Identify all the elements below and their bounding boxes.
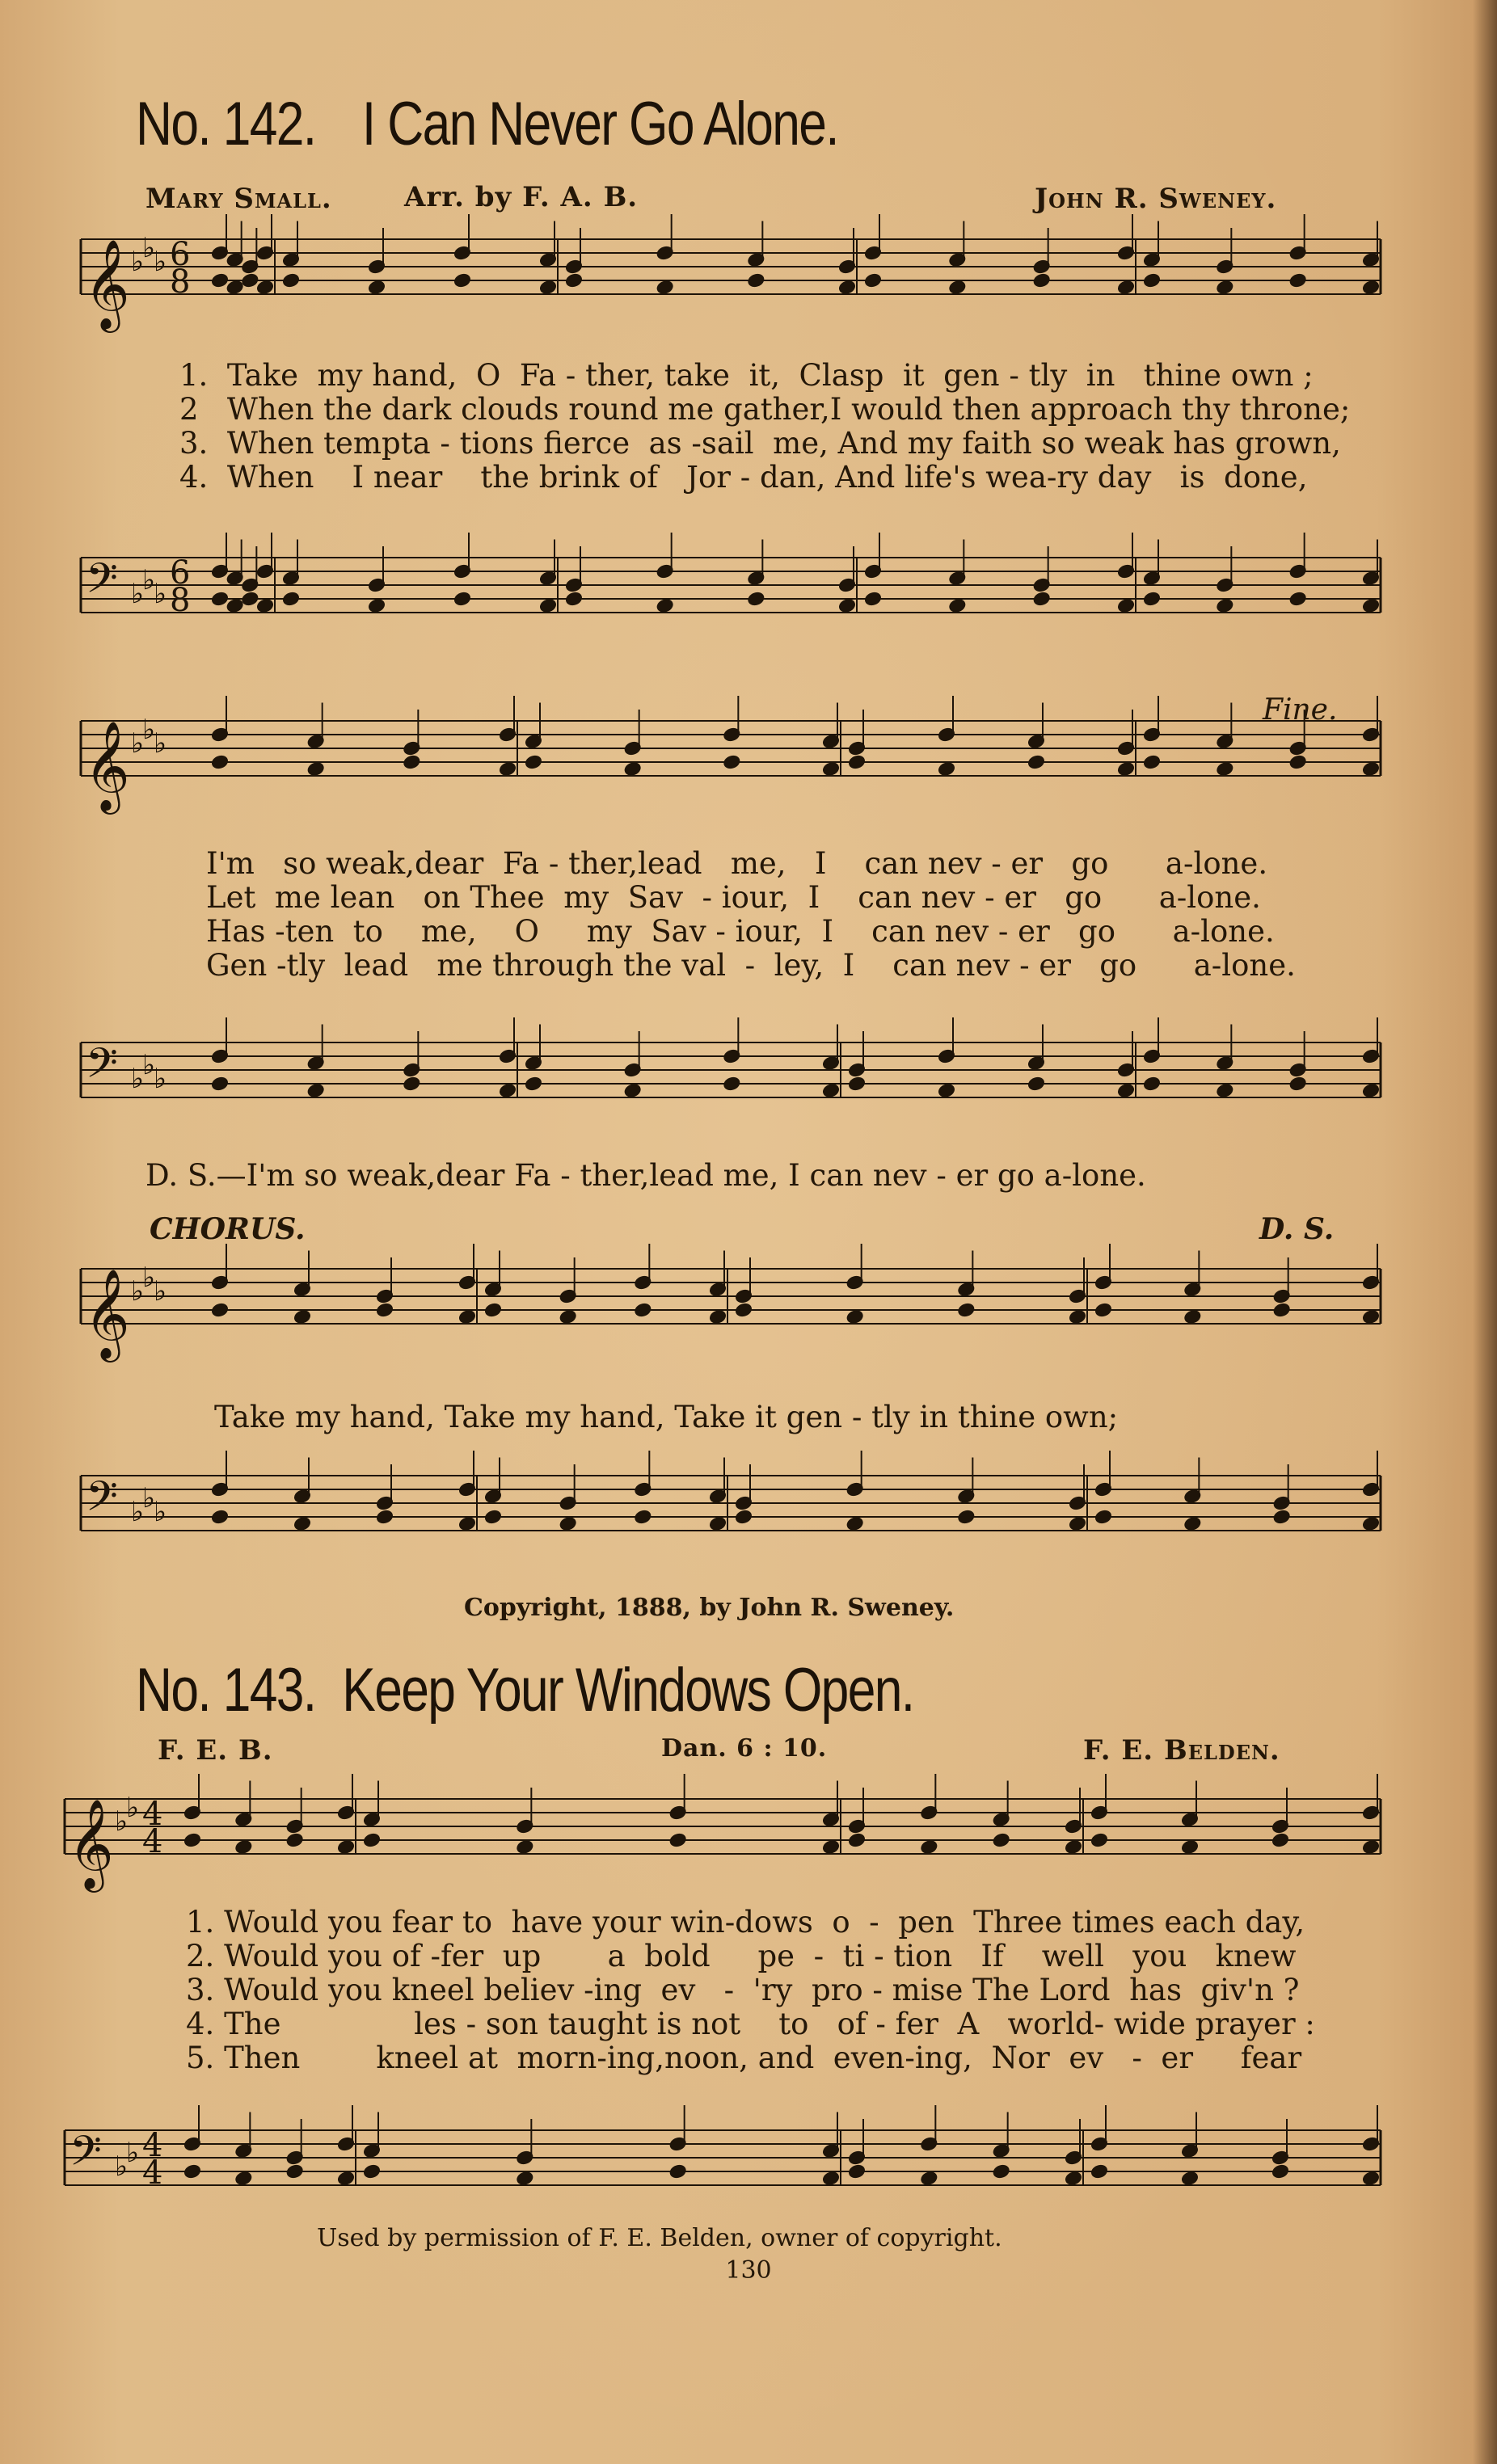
- note-head: [1273, 1303, 1290, 1317]
- hymn-143-author: F. E. B.: [158, 1734, 273, 1767]
- note-head: [368, 280, 385, 294]
- flat-icon: ♭: [131, 246, 145, 279]
- hymn-143-number: No. 143.: [136, 1656, 316, 1725]
- note-head: [1117, 280, 1134, 294]
- flat-icon: ♭: [126, 1792, 140, 1825]
- note-head: [838, 598, 855, 613]
- note-head: [293, 1309, 310, 1324]
- note-head: [235, 2171, 252, 2185]
- note-head: [1181, 2171, 1198, 2185]
- note-head: [822, 761, 839, 776]
- verse-line: 2 When the dark clouds round me gather,I would then approach thy throne;: [179, 392, 1351, 427]
- note-head: [499, 1083, 516, 1097]
- note-head: [822, 1839, 839, 1854]
- note-head: [307, 761, 324, 776]
- hymn-142-refrain: [206, 847, 1296, 983]
- treble-clef-icon: 𝄞: [68, 1798, 114, 1889]
- note-head: [293, 1516, 310, 1531]
- note-head: [848, 1833, 865, 1847]
- note-head: [1094, 1510, 1111, 1524]
- note-head: [1289, 755, 1306, 769]
- note-head: [846, 1309, 863, 1324]
- note-head: [559, 1309, 576, 1324]
- flat-icon: ♭: [142, 1482, 156, 1515]
- note-head: [376, 1303, 393, 1317]
- hymn-143-verses: [186, 1906, 1315, 2075]
- bass-clef-icon: 𝄢: [86, 1472, 118, 1531]
- verse-line: 1. Would you fear to have your win-dows o - pen Three times each day,: [186, 1905, 1305, 1940]
- note-head: [822, 2171, 839, 2185]
- note-head: [938, 1083, 955, 1097]
- note-head: [1362, 1309, 1379, 1324]
- note-head: [921, 2171, 938, 2185]
- note-head: [735, 1510, 752, 1524]
- flat-icon: ♭: [154, 1063, 167, 1096]
- note-head: [211, 755, 228, 769]
- note-head: [1273, 1510, 1290, 1524]
- hymn-142-number: No. 142.: [136, 90, 316, 158]
- note-head: [822, 1083, 839, 1097]
- ds-label: D. S.: [1259, 1212, 1335, 1246]
- note-heads: [183, 214, 1379, 2186]
- note-head: [211, 1076, 228, 1091]
- chorus-label: CHORUS.: [150, 1212, 306, 1246]
- note-head: [226, 598, 243, 613]
- note-head: [1027, 1076, 1044, 1091]
- note-head: [1184, 1516, 1201, 1531]
- note-head: [1094, 1303, 1111, 1317]
- flat-icon: ♭: [142, 232, 156, 265]
- note-head: [864, 592, 881, 606]
- note-head: [958, 1303, 975, 1317]
- note-head: [525, 1076, 542, 1091]
- hymn-142-title: I Can Never Go Alone.: [361, 90, 838, 158]
- hymn-143-title-line: [136, 1655, 913, 1725]
- note-head: [1143, 273, 1160, 288]
- note-head: [256, 280, 273, 294]
- time-signature: 6: [170, 554, 191, 592]
- flat-icon: ♭: [154, 1275, 167, 1308]
- note-head: [1362, 598, 1379, 613]
- note-head: [848, 755, 865, 769]
- time-signature: 8: [170, 582, 191, 619]
- note-head: [499, 761, 516, 776]
- note-head: [1027, 755, 1044, 769]
- note-head: [624, 761, 641, 776]
- note-head: [1271, 2164, 1288, 2179]
- flat-icon: ♭: [126, 2137, 140, 2170]
- chorus-lyric-line: Take my hand, Take my hand, Take it gen - tly in thine own;: [214, 1400, 1119, 1434]
- note-head: [376, 1510, 393, 1524]
- hymn-143-permission: Used by permission of F. E. Belden, owner of copyright.: [317, 2224, 1002, 2252]
- fine-marking: Fine.: [1263, 693, 1338, 727]
- bass-clef-icon: 𝄢: [86, 1038, 118, 1097]
- flat-icon: ♭: [131, 578, 145, 611]
- bass-clef-icon: 𝄢: [70, 2126, 102, 2185]
- note-head: [539, 280, 556, 294]
- time-signature: 6: [170, 236, 191, 273]
- note-head: [211, 592, 228, 606]
- hymn-142-author: Mary Small.: [145, 183, 332, 215]
- note-head: [1069, 1516, 1086, 1531]
- note-head: [183, 2164, 200, 2179]
- note-head: [709, 1516, 726, 1531]
- note-head: [1033, 592, 1050, 606]
- note-head: [307, 1083, 324, 1097]
- note-head: [848, 2164, 865, 2179]
- note-head: [403, 755, 420, 769]
- note-head: [1289, 592, 1306, 606]
- note-head: [635, 1510, 652, 1524]
- note-head: [484, 1510, 501, 1524]
- note-head: [565, 273, 582, 288]
- note-head: [242, 273, 259, 288]
- flat-icon: ♭: [142, 1261, 156, 1295]
- note-head: [211, 273, 228, 288]
- note-head: [1117, 761, 1134, 776]
- time-signature: 4: [142, 1823, 163, 1860]
- verse-line: 1. Take my hand, O Fa - ther, take it, Clasp it gen - tly in thine own ;: [179, 358, 1314, 393]
- note-head: [1184, 1309, 1201, 1324]
- note-head: [1117, 598, 1134, 613]
- flat-icon: ♭: [131, 727, 145, 760]
- note-head: [656, 598, 673, 613]
- note-head: [1217, 598, 1233, 613]
- note-head: [226, 280, 243, 294]
- note-head: [242, 592, 259, 606]
- note-head: [669, 1833, 686, 1847]
- flat-icon: ♭: [142, 714, 156, 747]
- note-head: [723, 755, 740, 769]
- flat-icon: ♭: [131, 1275, 145, 1308]
- note-head: [958, 1510, 975, 1524]
- time-signature: 4: [142, 2154, 163, 2192]
- note-head: [1362, 1516, 1379, 1531]
- treble-clef-icon: 𝄞: [84, 238, 130, 329]
- note-head: [848, 1076, 865, 1091]
- note-head: [709, 1309, 726, 1324]
- refrain-line: Has -ten to me, O my Sav - iour, I can nev - er go a-lone.: [206, 914, 1275, 949]
- note-head: [458, 1309, 475, 1324]
- verse-line: 2. Would you of -fer up a bold pe - ti - tion If well you knew: [186, 1939, 1297, 1973]
- note-head: [748, 592, 765, 606]
- flat-icon: ♭: [115, 1805, 129, 1839]
- note-head: [286, 1833, 303, 1847]
- flat-icon: ♭: [131, 1496, 145, 1529]
- ds-lyric-line: D. S.—I'm so weak,dear Fa - ther,lead me, I can nev - er go a-lone.: [145, 1158, 1146, 1193]
- hymn-142-arranger: Arr. by F. A. B.: [404, 181, 639, 213]
- hymn-142-copyright: Copyright, 1888, by John R. Sweney.: [464, 1594, 955, 1622]
- note-head: [723, 1076, 740, 1091]
- note-head: [1271, 1833, 1288, 1847]
- note-head: [1033, 273, 1050, 288]
- note-head: [211, 1510, 228, 1524]
- note-head: [453, 273, 470, 288]
- refrain-line: Let me lean on Thee my Sav - iour, I can nev - er go a-lone.: [206, 880, 1261, 915]
- refrain-line: Gen -tly lead me through the val - ley, I can nev - er go a-lone.: [206, 948, 1296, 983]
- note-head: [735, 1303, 752, 1317]
- flat-icon: ♭: [115, 2150, 129, 2184]
- refrain-line: I'm so weak,dear Fa - ther,lead me, I can nev - er go a-lone.: [206, 846, 1268, 881]
- note-head: [1362, 1839, 1379, 1854]
- note-head: [1143, 1076, 1160, 1091]
- hymn-142-composer: John R. Sweney.: [1035, 183, 1277, 215]
- hymn-143-composer: F. E. Belden.: [1083, 1734, 1280, 1767]
- note-head: [949, 598, 966, 613]
- note-head: [517, 2171, 533, 2185]
- time-signature: 4: [142, 2127, 163, 2164]
- note-head: [1090, 1833, 1107, 1847]
- note-head: [286, 2164, 303, 2179]
- page-number: 130: [725, 2256, 772, 2285]
- verse-line: 4. The les - son taught is not to of - fer A world- wide prayer :: [186, 2007, 1315, 2041]
- time-signature: 8: [170, 263, 191, 301]
- note-head: [1069, 1309, 1086, 1324]
- bass-clef-icon: 𝄢: [86, 554, 118, 613]
- note-head: [1090, 2164, 1107, 2179]
- time-signature: 4: [142, 1796, 163, 1833]
- note-head: [1181, 1839, 1198, 1854]
- note-head: [1362, 1083, 1379, 1097]
- note-head: [458, 1516, 475, 1531]
- note-head: [1143, 755, 1160, 769]
- note-head: [938, 761, 955, 776]
- note-head: [235, 1839, 252, 1854]
- verse-line: 5. Then kneel at morn-ing,noon, and even-ing, Nor ev - er fear: [186, 2041, 1302, 2075]
- note-head: [1217, 1083, 1233, 1097]
- note-head: [635, 1303, 652, 1317]
- note-head: [517, 1839, 533, 1854]
- note-head: [1217, 761, 1233, 776]
- note-head: [363, 1833, 380, 1847]
- note-head: [748, 273, 765, 288]
- note-head: [559, 1516, 576, 1531]
- note-head: [1065, 2171, 1082, 2185]
- note-head: [864, 273, 881, 288]
- note-head: [921, 1839, 938, 1854]
- note-head: [1362, 280, 1379, 294]
- flat-icon: ♭: [154, 578, 167, 611]
- flat-icon: ♭: [154, 1496, 167, 1529]
- hymn-142-verses: [179, 359, 1350, 495]
- note-head: [1362, 761, 1379, 776]
- note-head: [337, 2171, 354, 2185]
- note-head: [565, 592, 582, 606]
- hymn-143-scripture: Dan. 6 : 10.: [661, 1734, 828, 1763]
- treble-clef-icon: 𝄞: [84, 720, 130, 811]
- note-head: [1289, 273, 1306, 288]
- note-head: [993, 1833, 1010, 1847]
- note-head: [656, 280, 673, 294]
- note-head: [1217, 280, 1233, 294]
- note-head: [403, 1076, 420, 1091]
- verse-line: 4. When I near the brink of Jor - dan, And life's wea-ry day is done,: [179, 460, 1308, 495]
- note-head: [669, 2164, 686, 2179]
- note-head: [484, 1303, 501, 1317]
- note-head: [1143, 592, 1160, 606]
- note-head: [525, 755, 542, 769]
- note-head: [211, 1303, 228, 1317]
- note-head: [1065, 1839, 1082, 1854]
- note-head: [183, 1833, 200, 1847]
- note-head: [453, 592, 470, 606]
- flat-icon: ♭: [142, 1049, 156, 1082]
- note-head: [282, 592, 299, 606]
- note-head: [1289, 1076, 1306, 1091]
- note-head: [363, 2164, 380, 2179]
- note-head: [539, 598, 556, 613]
- note-head: [256, 598, 273, 613]
- verse-line: 3. When tempta - tions fierce as -sail me, And my faith so weak has grown,: [179, 426, 1341, 461]
- flat-icon: ♭: [154, 727, 167, 760]
- note-head: [838, 280, 855, 294]
- verse-line: 3. Would you kneel believ -ing ev - 'ry pro - mise The Lord has giv'n ?: [186, 1973, 1300, 2007]
- flat-icon: ♭: [131, 1063, 145, 1096]
- note-head: [993, 2164, 1010, 2179]
- note-head: [1117, 1083, 1134, 1097]
- note-head: [949, 280, 966, 294]
- flat-icon: ♭: [142, 564, 156, 597]
- treble-clef-icon: 𝄞: [84, 1268, 130, 1358]
- flat-icon: ♭: [154, 246, 167, 279]
- note-head: [337, 1839, 354, 1854]
- note-head: [846, 1516, 863, 1531]
- note-head: [624, 1083, 641, 1097]
- note-head: [282, 273, 299, 288]
- note-head: [368, 598, 385, 613]
- note-head: [1362, 2171, 1379, 2185]
- hymn-143-title: Keep Your Windows Open.: [342, 1656, 914, 1725]
